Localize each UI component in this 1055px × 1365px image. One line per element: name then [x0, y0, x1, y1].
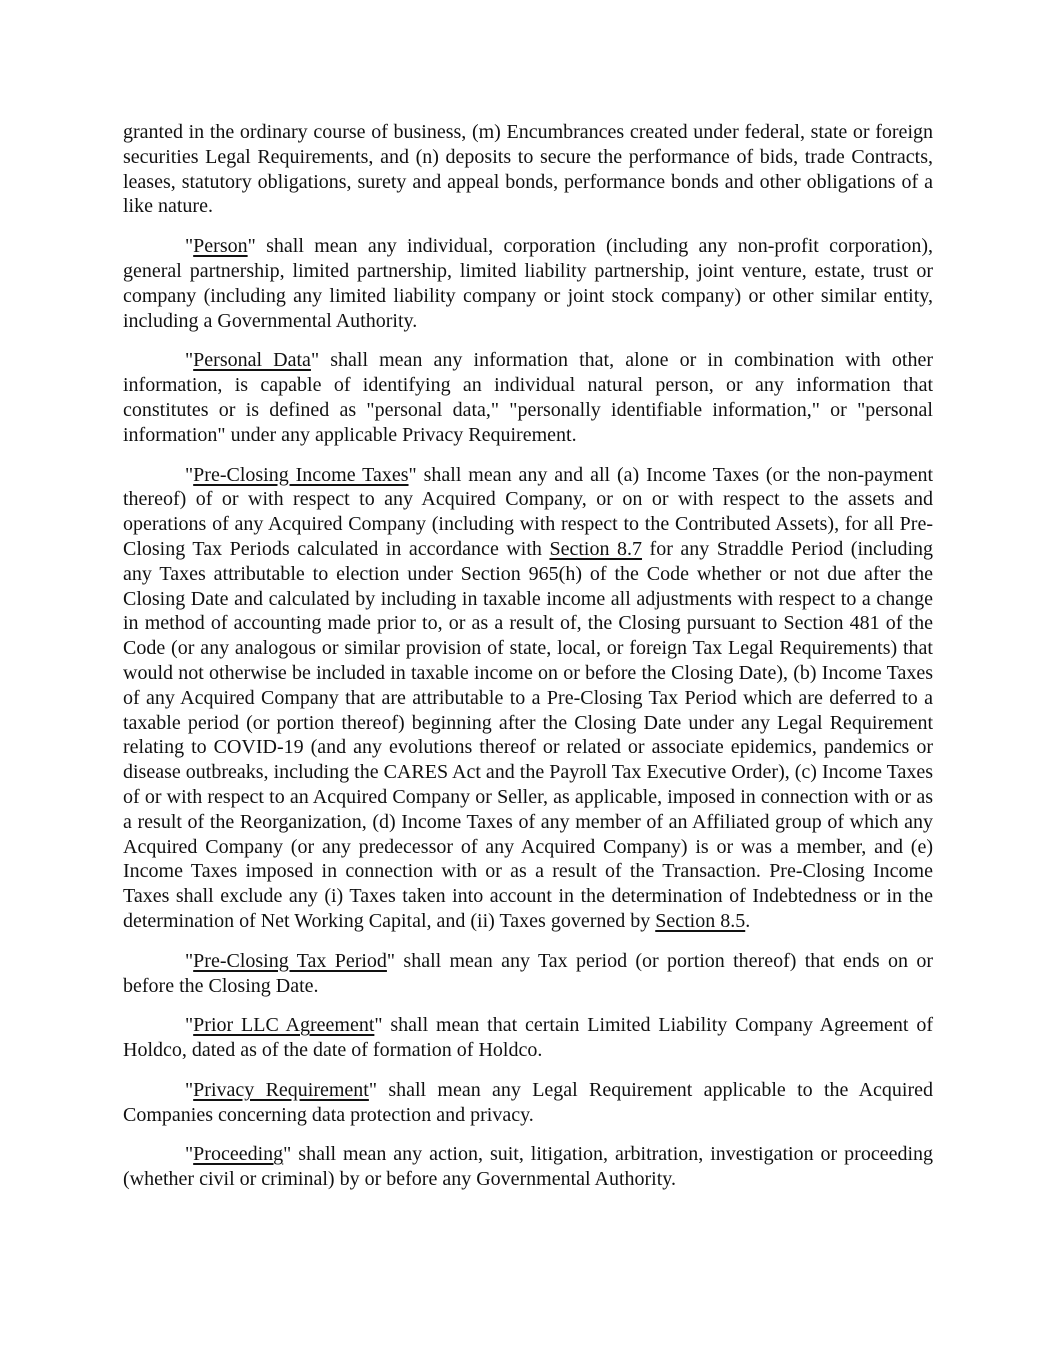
defined-term: Pre-Closing Tax Period: [193, 949, 387, 972]
paragraph-encumbrances-continuation: [123, 120, 938, 219]
text-run: " shall mean any Legal Requirement applicable to the Acquired Companies concerning data protection and privacy.: [123, 1078, 938, 1126]
definition-pre-closing-income-taxes: [123, 463, 939, 934]
text-run: for any Straddle Period (including any Taxes attributable to election under Section 965(h) of the Code whether or not due after the Closing Date and calculated by including in taxable income all adjustments with respect to a change in method of accounting made prior to, or as a result of, the Closing pursuant to Section 481 of the Code (or any analogous or similar provision of state, local, or foreign Tax Legal Requirements) that would not otherwise be included in taxable income on or before the Closing Date), (b) Income Taxes of any Acquired Company that are attributable to a Pre-Closing Tax Period which are deferred to a taxable period (or portion thereof) beginning after the Closing Date under any Legal Requirement relating to COVID-19 (and any evolutions thereof or related or associate epidemics, pandemics or disease outbreaks, including the CARES Act and the Payroll Tax Executive Order), (c) Income Taxes of or with respect to an Acquired Company or Seller, as applicable, imposed in connection with or as a result of the Reorganization, (d) Income Taxes of any member of an Affiliated group of which any Acquired Company (or any predecessor of any Acquired Company) is or was a member, and (e) Income Taxes imposed in connection with or as a result of the Transaction. Pre-Closing Income Taxes shall exclude any (i) Taxes taken into account in the determination of Indebtedness or in the determination of Net Working Capital, and (ii) Taxes governed by: [123, 537, 938, 932]
text-run: ": [185, 463, 194, 486]
defined-term: Pre-Closing Income Taxes: [193, 463, 409, 486]
text-run: ": [185, 349, 194, 372]
text-run: ": [185, 949, 194, 972]
text-run: " shall mean that certain Limited Liability Company Agreement of Holdco, dated as of the date of formation of Holdco.: [123, 1014, 938, 1062]
document-content: [123, 120, 939, 1207]
defined-term: Proceeding: [193, 1143, 284, 1166]
text-run: " shall mean any and all (a) Income Taxes (or the non-payment thereof) of or with respect to any Acquired Company, or on or with respect to the assets and operations of any Acquired Company (including with respect to the Contributed Assets), for all Pre-Closing Tax Periods calculated in accordance with: [123, 463, 939, 560]
text-run: ": [185, 1143, 194, 1166]
defined-term: Section 8.5: [655, 909, 746, 932]
definition-person: [123, 234, 938, 333]
defined-term: Personal Data: [193, 349, 311, 372]
text-run: .: [745, 909, 751, 932]
definition-personal-data: [123, 348, 938, 447]
defined-term: Person: [193, 235, 248, 258]
text-run: " shall mean any individual, corporation (including any non-profit corporation), general partnership, limited partnership, limited liability partnership, joint venture, estate, trust or company (including any limited liability company or joint stock company) or other similar entity, including a Governmental Authority.: [123, 235, 938, 332]
text-run: " shall mean any information that, alone or in combination with other information, is capable of identifying an individual natural person, or any information that constitutes or is defined as "personal data," "personally identifiable information," or "personal information" under any applicable Privacy Requirement.: [123, 349, 938, 446]
text-run: ": [185, 235, 194, 258]
text-run: " shall mean any action, suit, litigation, arbitration, investigation or proceeding (whether civil or criminal) by or before any Governmental Authority.: [123, 1143, 938, 1191]
text-run: ": [185, 1078, 194, 1101]
defined-term: Section 8.7: [549, 537, 643, 560]
text-run: ": [185, 1014, 194, 1037]
definition-pre-closing-tax-period: [123, 949, 939, 999]
definition-proceeding: [123, 1142, 938, 1192]
definition-prior-llc-agreement: [123, 1013, 938, 1063]
text-run: " shall mean any Tax period (or portion thereof) that ends on or before the Closing Date.: [123, 949, 939, 997]
definition-privacy-requirement: [123, 1078, 938, 1128]
text-run: granted in the ordinary course of business, (m) Encumbrances created under federal, state or foreign securities Legal Requirements, and (n) deposits to secure the performance of bids, trade Contracts, leases, statutory obligations, surety and appeal bonds, performance bonds and other obligations of a like nature.: [123, 121, 938, 218]
defined-term: Prior LLC Agreement: [193, 1014, 375, 1037]
defined-term: Privacy Requirement: [193, 1078, 369, 1101]
